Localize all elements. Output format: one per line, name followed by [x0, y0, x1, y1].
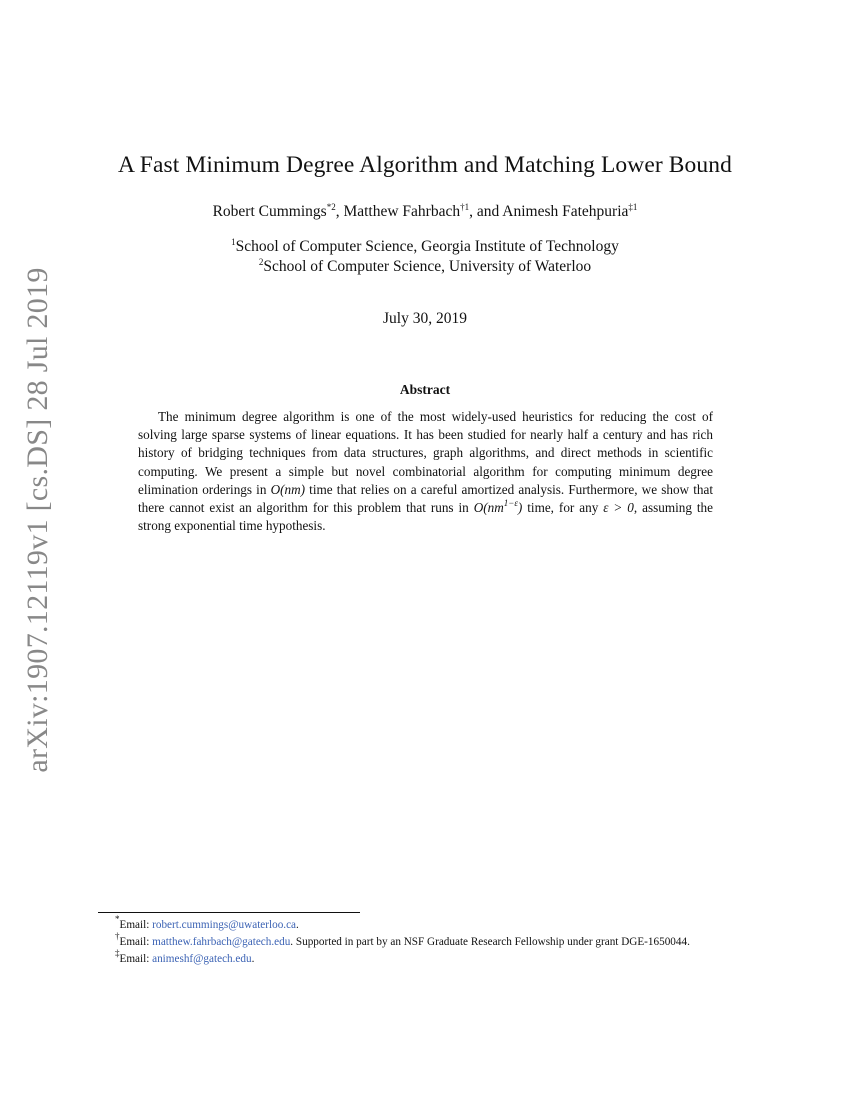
arxiv-stamp: arXiv:1907.12119v1 [cs.DS] 28 Jul 2019	[21, 267, 54, 773]
abstract-math: ε > 0	[603, 500, 634, 516]
affiliation-1	[0, 238, 850, 256]
affiliation-2	[0, 258, 850, 276]
footnote	[115, 931, 795, 951]
author-list	[0, 203, 850, 221]
author-name: Matthew Fahrbach	[343, 203, 461, 220]
footnote-mark: *	[115, 914, 120, 924]
author-separator: , and	[469, 203, 503, 220]
footnote	[115, 948, 795, 968]
abstract-math: O(nm)	[270, 481, 306, 497]
footnote-label: Email:	[119, 953, 153, 965]
author-marks: *2	[326, 202, 336, 212]
footnotes	[115, 914, 795, 968]
affiliation-text: School of Computer Science, University of Waterloo	[263, 258, 592, 275]
footnote-text: . Supported in part by an NSF Graduate Research Fellowship under grant DGE-1650044.	[290, 936, 690, 948]
footnote-rule	[98, 912, 360, 913]
footnote-mark: †	[115, 931, 120, 941]
abstract-text: time that relies on a careful amortized analysis. Furthermore, we show that there cannot exist an algorithm for this problem that runs in	[138, 481, 713, 516]
author-name: Animesh Fatehpuria	[502, 203, 629, 220]
footnote	[115, 914, 795, 934]
abstract-math-exponent: 1−ε	[503, 498, 518, 509]
affiliation-mark: 2	[258, 257, 264, 267]
footnote-text: .	[251, 953, 255, 965]
author-marks: ‡1	[628, 202, 638, 212]
abstract-heading: Abstract	[399, 382, 451, 397]
abstract-text: , assuming the strong exponential time hypothesis.	[138, 500, 713, 534]
author-separator: ,	[335, 203, 344, 220]
abstract-math: )	[517, 500, 523, 516]
abstract-text: time, for any	[522, 500, 604, 516]
email-link[interactable]: animeshf@gatech.edu	[152, 953, 252, 965]
abstract-math: O(nm	[473, 500, 504, 516]
abstract-text: The minimum degree algorithm is one of the most widely-used heuristics for reducing the cost of solving large sparse systems of linear equations. It has been studied for nearly half a century and has rich history of bridging techniques from data structures, graph algorithms, and direct methods in scientific computing. We present a simple but novel combinatorial algorithm for computing minimum degree elimination orderings in	[138, 409, 713, 497]
affiliation-mark: 1	[231, 237, 236, 247]
email-link[interactable]: robert.cummings@uwaterloo.ca	[152, 919, 297, 931]
abstract-body	[138, 408, 713, 535]
author-name: Robert Cummings	[212, 203, 327, 220]
footnote-label: Email:	[119, 919, 153, 931]
footnote-label: Email:	[119, 936, 153, 948]
footnote-mark: ‡	[115, 948, 120, 958]
paper-title: A Fast Minimum Degree Algorithm and Matching Lower Bound	[118, 152, 732, 178]
footnote-text: .	[296, 919, 299, 931]
paper-date: July 30, 2019	[383, 310, 467, 327]
author-marks: †1	[460, 202, 470, 212]
email-link[interactable]: matthew.fahrbach@gatech.edu	[152, 936, 291, 948]
affiliation-text: School of Computer Science, Georgia Institute of Technology	[235, 238, 619, 255]
